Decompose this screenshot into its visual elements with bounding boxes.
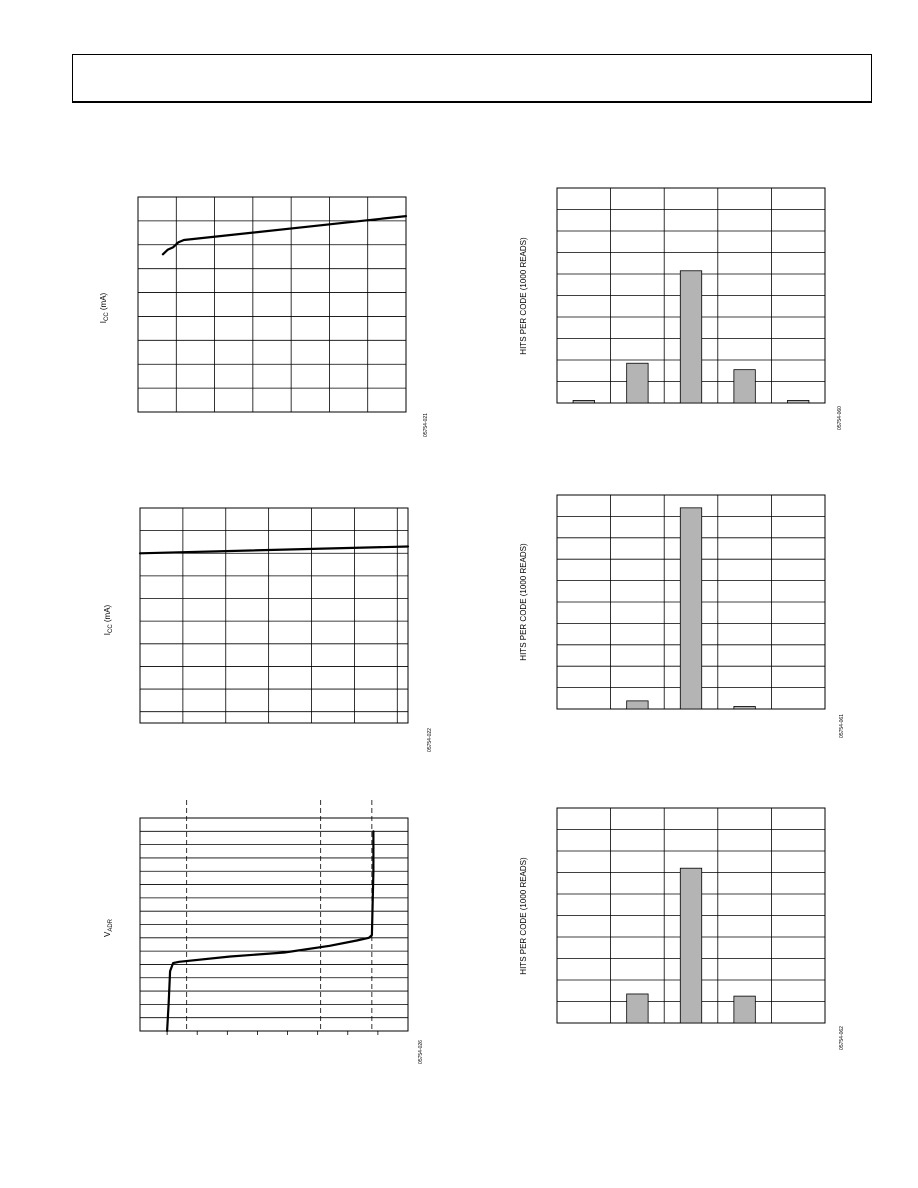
hist-chart-2-plot-area xyxy=(557,495,825,709)
vadr-chart-ylabel: $V_{ADR}$ xyxy=(103,918,114,938)
hist-chart-1-ylabel: HITS PER CODE (1000 READS) xyxy=(519,237,528,355)
vadr-chart xyxy=(103,800,424,1064)
icc-chart-2-plot-area xyxy=(140,508,408,723)
hist-chart-1-bar-1 xyxy=(627,363,648,403)
hist-chart-1-bar-0 xyxy=(573,400,594,403)
hist-chart-3 xyxy=(519,808,845,1050)
hist-chart-1-plot-area xyxy=(557,188,825,403)
hist-chart-3-figure-id: 05754-062 xyxy=(839,1026,845,1050)
hist-chart-2-ylabel: HITS PER CODE (1000 READS) xyxy=(519,543,528,661)
hist-chart-2-bar-1 xyxy=(627,701,648,709)
hist-chart-3-bar-1 xyxy=(627,994,648,1023)
hist-chart-3-bar-3 xyxy=(734,996,755,1023)
icc-chart-1-ylabel: $I_{CC}$ (mA) xyxy=(99,292,110,324)
hist-chart-1-bar-4 xyxy=(787,400,808,403)
icc-chart-2-frame xyxy=(140,508,408,723)
hist-chart-1 xyxy=(519,188,843,430)
hist-chart-3-plot-area xyxy=(557,808,825,1023)
vadr-chart-plot-area xyxy=(140,800,408,1035)
icc-chart-2 xyxy=(103,508,433,752)
hist-chart-3-bar-2 xyxy=(680,868,701,1023)
hist-chart-2 xyxy=(519,495,845,738)
icc-chart-1-figure-id: 05754-021 xyxy=(423,413,429,437)
icc-chart-2-figure-id: 05754-022 xyxy=(427,728,433,752)
hist-chart-1-bar-2 xyxy=(680,271,701,403)
icc-chart-1-plot-area xyxy=(138,197,406,412)
vadr-chart-series-line-0 xyxy=(167,831,373,1031)
hist-chart-2-figure-id: 05754-061 xyxy=(839,714,845,738)
hist-chart-3-ylabel: HITS PER CODE (1000 READS) xyxy=(519,857,528,975)
hist-chart-2-bar-3 xyxy=(734,706,755,709)
icc-chart-1 xyxy=(99,197,429,437)
icc-chart-2-series-line-0 xyxy=(140,547,408,554)
hist-chart-2-bar-2 xyxy=(680,508,701,709)
hist-chart-1-bar-3 xyxy=(734,370,755,403)
icc-chart-1-series-line-0 xyxy=(163,216,406,254)
icc-chart-2-ylabel: $I_{CC}$ (mA) xyxy=(103,604,114,636)
hist-chart-1-figure-id: 05754-060 xyxy=(837,406,843,430)
icc-chart-1-frame xyxy=(138,197,406,412)
vadr-chart-figure-id: 05754-026 xyxy=(418,1040,424,1064)
